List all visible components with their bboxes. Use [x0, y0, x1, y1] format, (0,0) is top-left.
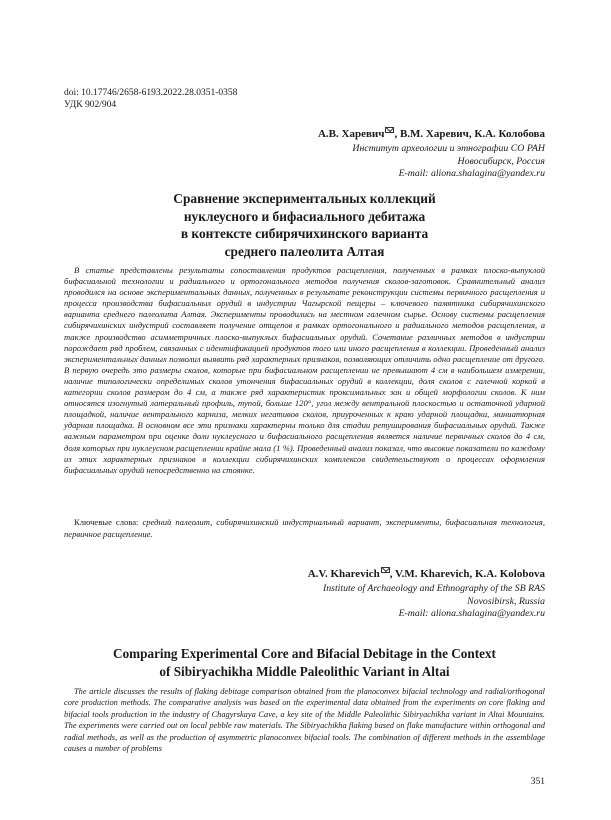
envelope-icon — [381, 567, 390, 573]
affiliation-ru — [64, 143, 545, 181]
city-en: Novosibirsk, Russia — [467, 595, 545, 607]
article-title-en — [64, 645, 545, 680]
author-first-en: A.V. Kharevich — [307, 568, 380, 580]
article-meta — [64, 87, 545, 111]
title-line: среднего палеолита Алтая — [224, 243, 385, 259]
title-line: в контексте сибирячихинского варианта — [180, 226, 429, 241]
title-line: Сравнение экспериментальных коллекций — [173, 191, 436, 206]
keywords-label: Ключевые слова: — [74, 517, 139, 527]
affiliation-en — [64, 583, 545, 621]
authors-rest-ru: , В.М. Харевич, К.А. Колобова — [394, 128, 545, 140]
authors-ru — [64, 127, 545, 141]
authors-rest-en: , V.M. Kharevich, K.A. Kolobova — [389, 568, 545, 580]
abstract-ru: В статье представлены результаты сопоставления продуктов расщепления, полученных в рамках плоско-выпуклой бифасиальной технологии и радиального и ортогонального методов получения сколов-заготовок. Сравнительный анализ проводился на основе экспериментальных данных, полученных в результате реконструкции системы первичного расщепления и процесса производства бифасиальных орудий в индустрии Чагырской пещеры – ключевого памятника сибирячихинского варианта среднего палеолита Алтая. Эксперименты проводились на местном галечном сырье. Основу системы расщепления сибирячихинских индустрий составляет получение отщепов в рамках ортогонального и радиального методов расщепления, а также производство асимметричных плоско-выпуклых бифасиальных орудий. Сочетание различных методов в индустрии порождает ряд проблем, связанных с идентификацией продуктов того или иного расщепления в коллекции. Проведенный анализ экспериментальных данных позволил выявить ряд характерных признаков, позволяющих отличить одно расщепление от другого. В первую очередь это размеры сколов, которые при бифасиальном расщеплении не превышают 4 см в наибольшем измерении, наличие типологически определимых сколов утончения бифасиальных орудий в коллекции, доля сколов с галечной коркой в категории сколов размером до 4 см, а также ряд характеристик проксимальных зон и общей морфологии сколов. К ним относятся изогнутый латеральный профиль, тупой, больше 120°, угол между вентральной плоскостью и остаточной ударной площадкой, наличие вентрального карниза, мелких негативов сколов, приуроченных к краю ударной площадки, миниатюрная ударная площадка. В основном все эти признаки характерны только для стадии ретуширования бифасиальных орудий. Также важным параметром при оценке доли нуклеусного и бифасиального расщепления является наличие первичных сколов до 4 см, доля которых при нуклеусном расщеплении крайне мала (1 %). Проведенный анализ показал, что высокие показатели по каждому из этих характерных признаков в коллекции сибирячихинских комплексов свидетельствуют о процессах оформления бифасиальных орудий непосредственно на стоянке. — [64, 265, 545, 475]
udk-line: УДК 902/904 — [64, 100, 117, 110]
page-number: 351 — [530, 777, 545, 787]
email-en[interactable]: E-mail: aliona.shalagina@yandex.ru — [398, 608, 545, 619]
keywords-text: средний палеолит, сибирячихинский индустриальный вариант, эксперименты, бифасиальная технология, первичное расщепление. — [64, 517, 545, 539]
authors-en — [64, 567, 545, 581]
title-line: нуклеусного и бифасиального дебитажа — [183, 208, 426, 224]
author-first-ru: А.В. Харевич — [317, 128, 385, 140]
city-ru: Новосибирск, Россия — [457, 155, 545, 167]
email-ru[interactable]: E-mail: aliona.shalagina@yandex.ru — [398, 168, 545, 179]
keywords-ru — [64, 517, 545, 540]
title-line: Comparing Experimental Core and Bifacial Debitage in the Context — [113, 646, 496, 661]
envelope-icon — [385, 127, 394, 133]
abstract-en: The article discusses the results of flaking debitage comparison obtained from the planoconvex bifacial technology and radial/orthogonal core production methods. The comparative analysis was based on the experimental data obtained from the experiments on core flaking and bifacial tools production in the industry of Chagyrskaya Cave, a key site of the Middle Paleolithic Sibiryachikha variant in Altai Mountains. The experiments were carried out on local pebble raw materials. The Sibiryachikha flaking based on flake manufacture within orthogonal and radial methods, as well as the production of asymmetric planoconvex bifacial tools. The combination of different methods in the assemblage causes a number of problems — [64, 687, 545, 754]
institute-en: Institute of Archaeology and Ethnography of the SB RAS — [322, 583, 545, 594]
institute-ru: Институт археологии и этнографии СО РАН — [352, 143, 545, 154]
doi-line[interactable]: doi: 10.17746/2658-6193.2022.28.0351-0358 — [64, 88, 238, 98]
title-line: of Sibiryachikha Middle Paleolithic Variant in Altai — [159, 663, 450, 679]
article-title-ru — [64, 190, 545, 260]
